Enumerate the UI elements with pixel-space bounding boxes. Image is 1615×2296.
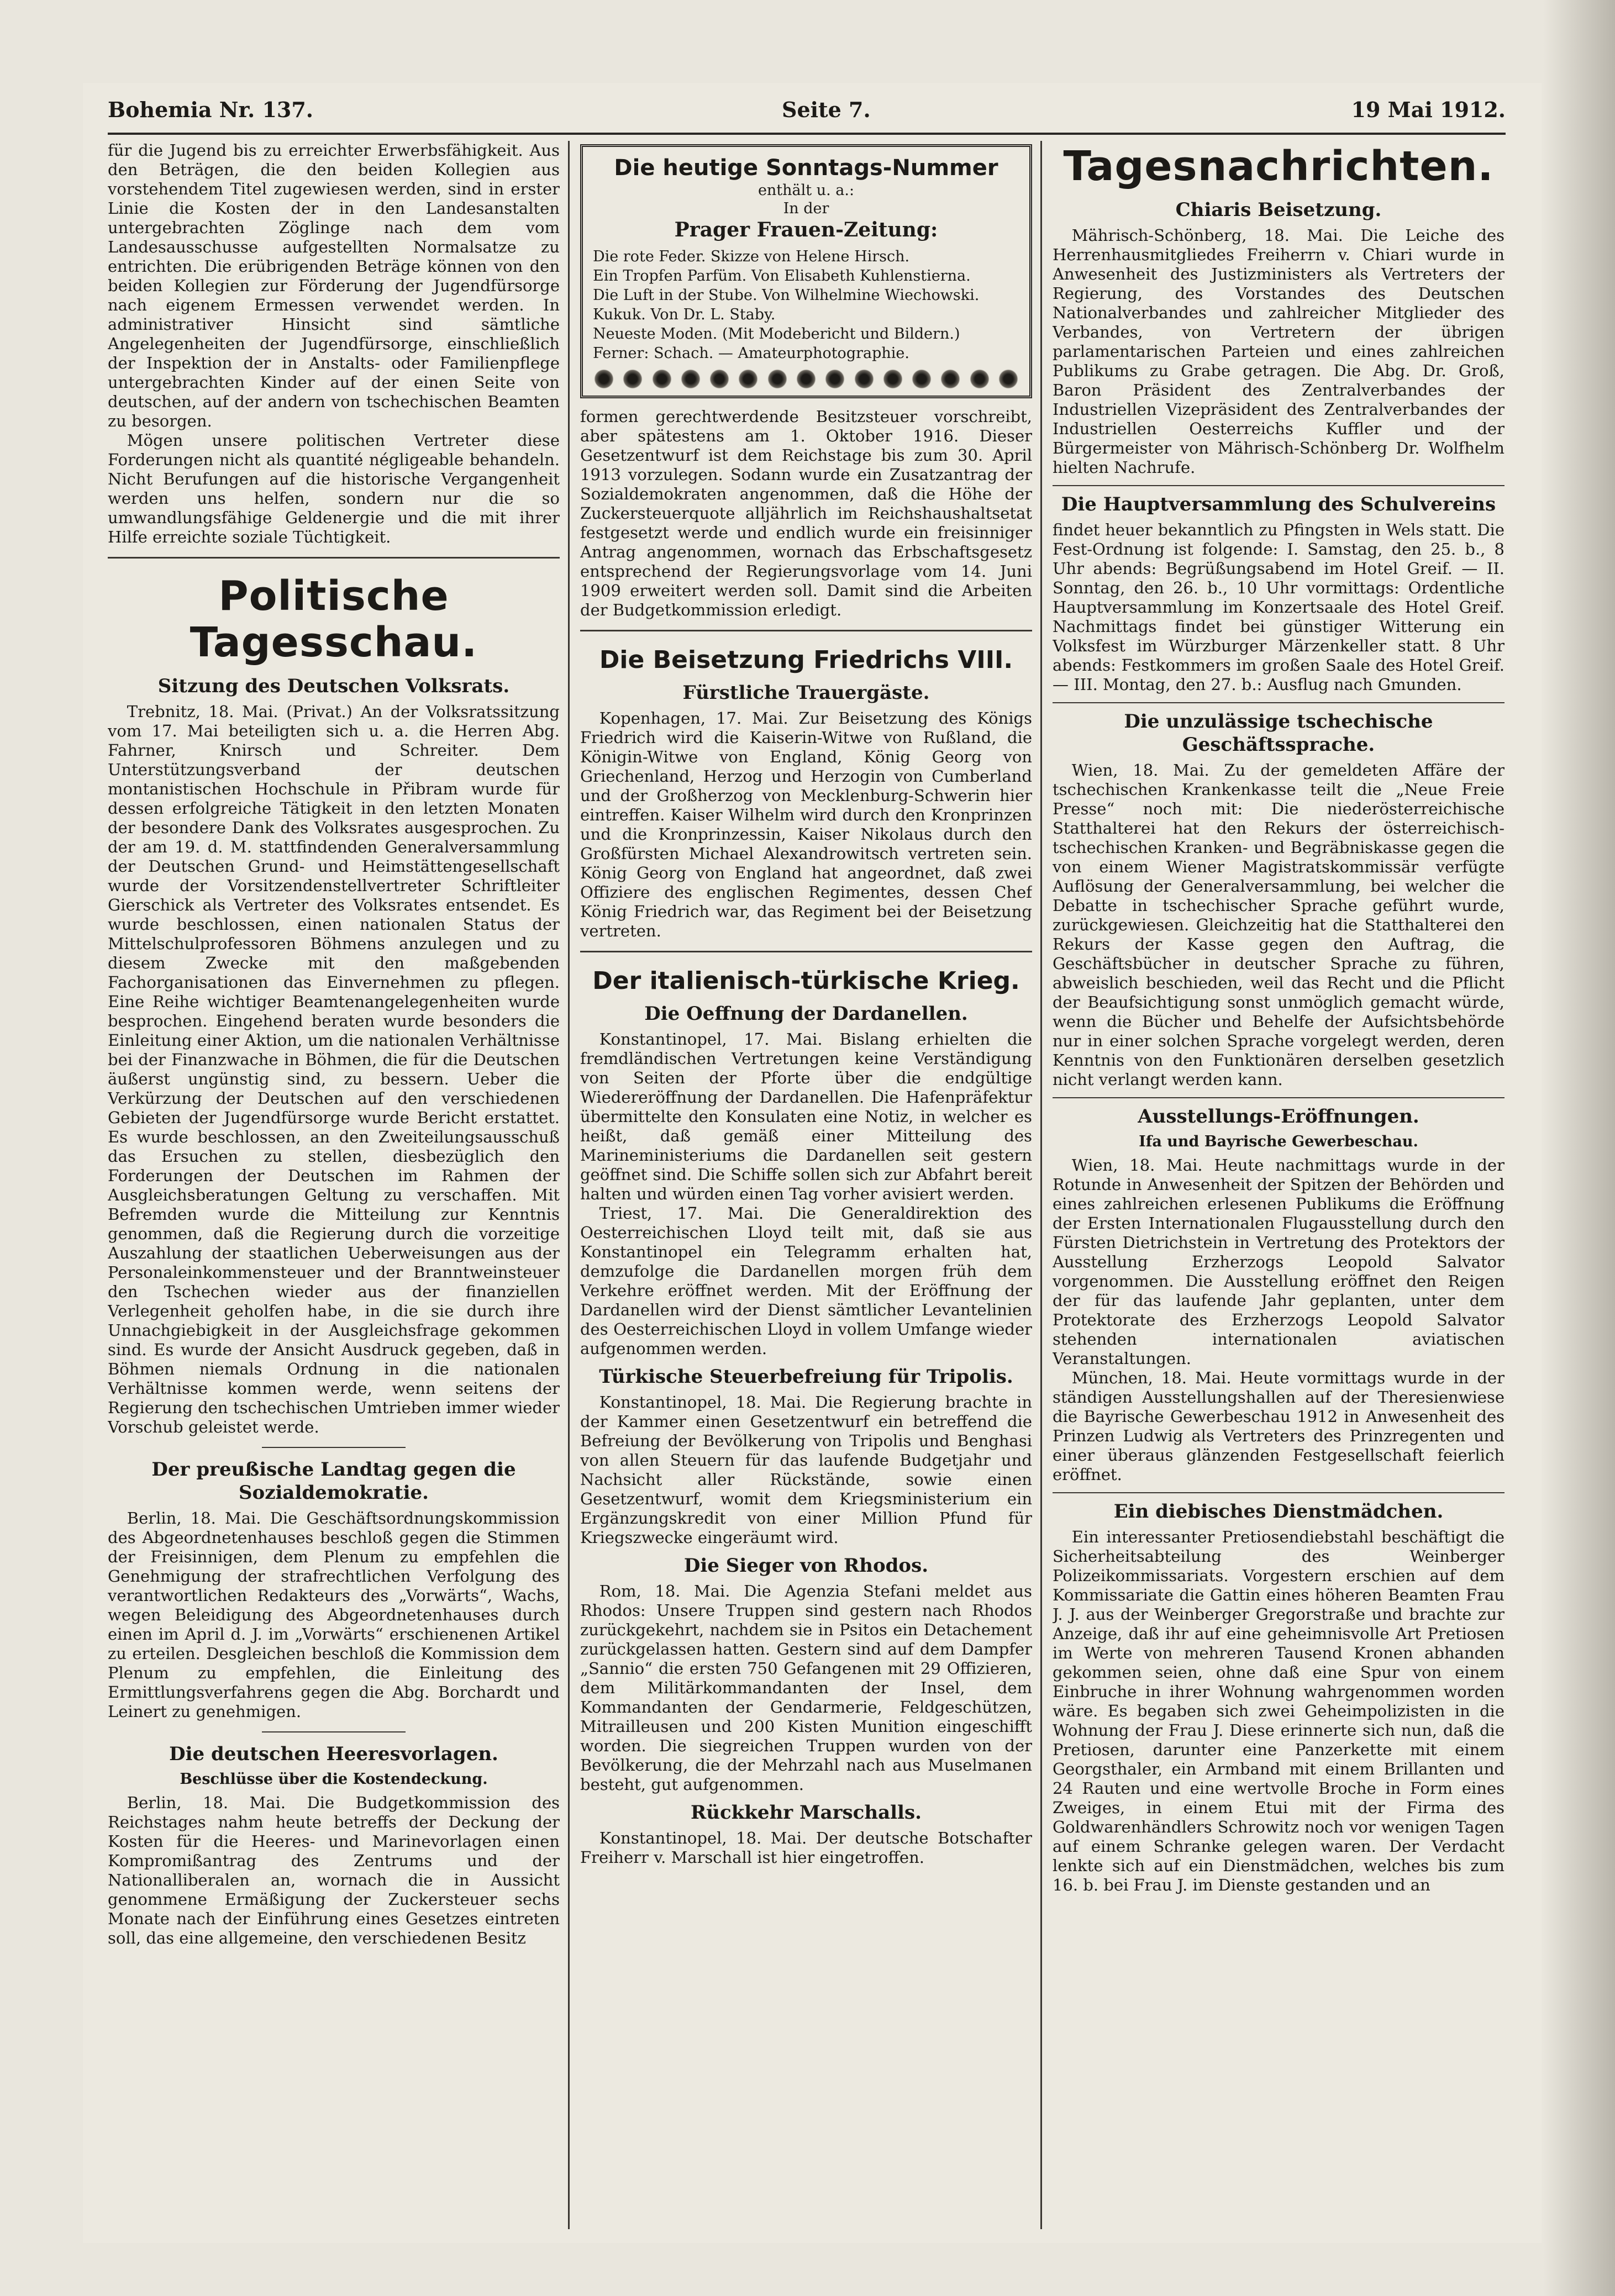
ad-item: Die Luft in der Stube. Von Wilhelmine Wiechowski. (593, 287, 980, 304)
article-subtitle-heeresvorlagen: Beschlüsse über die Kostendeckung. (180, 1771, 488, 1788)
article-title-krieg: Der italienisch-türkische Krieg. (592, 967, 1020, 995)
column-divider-1 (568, 141, 570, 2229)
article-title-geschaeftssprache: Die unzulässige tschechische Geschäftssprache. (1124, 710, 1433, 756)
article-title-volksrat: Sitzung des Deutschen Volksrats. (157, 675, 510, 697)
article-title-chiari: Chiaris Beisetzung. (1175, 199, 1382, 221)
article-body-dardanellen-2: Triest, 17. Mai. Die Generaldirektion des Oesterreichischen Lloyd teilt mit, daß sie aus Konstantinopel ein Telegramm erhalten hat, demzufolge die Dardanellen morgen früh dem Verkehre eröffnet werden. Mit der Eröffnung der Dardanellen wird der Dienst sämtlicher Levantelinien des Oesterreichischen Lloyd in vollem Umfange wieder aufgenommen werden. (580, 1204, 1032, 1358)
article-subtitle-tripolis: Türkische Steuerbefreiung für Tripolis. (599, 1366, 1013, 1388)
article-divider (262, 1447, 406, 1448)
article-body-landtag: Berlin, 18. Mai. Die Geschäftsordnungskommission des Abgeordnetenhauses beschloß gegen die Stimmen der Freisinnigen, dem Plenum zu empfehlen die Genehmigung der strafrechtlichen Verfolgung des verantwortlichen Redakteurs des „Vorwärts“, Wachs, wegen Beleidigung des Abgeordnetenhauses durch einen im April d. J. im „Vorwärts“ erschienenen Artikel zu erteilen. Desgleichen beschloß die Kommission dem Plenum zu empfehlen, die Einleitung des Ermittlungsverfahrens gegen die Abg. Borchardt und Leinert zu genehmigen. (108, 1509, 560, 1721)
intro-paragraph-2: Mögen unsere politischen Vertreter diese Forderungen nicht als quantité négligeable behandeln. Nicht Berufungen auf die historische Vergangenheit werden uns helfen, sondern nur die so umwandlungsfähige Geldenergie und die mit ihrer Hilfe erreichte soziale Tüchtigkeit. (108, 431, 560, 546)
article-subtitle-trauergaeste: Fürstliche Trauergäste. (682, 682, 930, 704)
masthead-issue: Bohemia Nr. 137. (108, 97, 314, 122)
section-rule (108, 557, 560, 559)
article-title-ausstellungen: Ausstellungs-Eröffnungen. (1138, 1105, 1419, 1128)
ad-line-contains: enthält u. a.: (757, 182, 855, 199)
intro-paragraph-1: für die Jugend bis zu erreichter Erwerbsfähigkeit. Aus den Beträgen, die den beiden Kollegien aus vorstehendem Titel zugewiesen werden, sind in erster Linie die Kosten der in den Landesanstalten untergebrachten Zöglinge nach dem vom Landesausschusse aufgestellten Normalsatze zu entrichten. Die erübrigenden Beträge können von den beiden Kollegien zur Förderung der Jugendfürsorge nach eigenem Ermessen verwendet werden. In administrativer Hinsicht sind sämtliche Angelegenheiten der Jugendfürsorge, einschließlich der Inspektion der in Anstalts- oder Familienpflege untergebrachten Kinder auf der einen Seite von deutschen, auf der andern von tschechischen Beamten zu besorgen. (108, 141, 560, 430)
article-body-tripolis: Konstantinopel, 18. Mai. Die Regierung brachte in der Kammer einen Gesetzentwurf ein betreffend die Befreiung der Bevölkerung von Tripolis und Benghasi von allen Steuern für das laufende Budgetjahr und Nachsicht aller Rückstände, sowie einen Gesetzentwurf, womit dem Kriegsministerium ein Ergänzungskredit von einer Million Pfund für Kriegszwecke eingeräumt wird. (580, 1393, 1032, 1547)
continued-paragraph: formen gerechtwerdende Besitzsteuer vorschreibt, aber spätestens am 1. Oktober 1916. Dieser Gesetzentwurf ist dem Reichstage bis zum 30. April 1913 vorzulegen. Sodann wurde ein Zusatzantrag der Sozialdemokraten angenommen, daß die Höhe der Zuckersteuerquote alljährlich im Reichshaushaltsetat festgesetzt werde und endlich wurde ein freisinniger Antrag angenommen, wornach das Erbschaftsgesetz entsprechend der Regierungsvorlage vom 14. Juni 1909 erweitert werden soll. Damit sind die Arbeiten der Budgetkommission erledigt. (580, 407, 1032, 619)
masthead (108, 97, 1506, 130)
ad-line-in: In der (783, 200, 829, 217)
ad-title: Die heutige Sonntags-Nummer (614, 155, 998, 181)
ad-item: Ein Tropfen Parfüm. Von Elisabeth Kuhlenstierna. (593, 267, 971, 285)
article-body-rhodos: Rom, 18. Mai. Die Agenzia Stefani meldet aus Rhodos: Unsere Truppen sind gestern nach Rhodos zurückgekehrt, nachdem sie in Psitos ein Detachement zurückgelassen hatten. Gestern sind auf dem Dampfer „Sannio“ die ersten 750 Gefangenen mit 29 Offizieren, dem Militärkommandanten der Insel, dem Kommandanten der Gendarmerie, Feldgeschützen, Mitrailleusen und 200 Kisten Munition eingeschifft worden. Die siegreichen Truppen wurden von der Bevölkerung, die der Mehrzahl nach aus Muselmanen besteht, gut aufgenommen. (580, 1582, 1032, 1794)
column-3 (1053, 141, 1504, 2229)
article-body-chiari: Mährisch-Schönberg, 18. Mai. Die Leiche des Herrenhausmitgliedes Freiherrn v. Chiari wurde in Anwesenheit des Justizministers als Vertreters der Regierung, des Vorstandes des Deutschen Nationalverbandes und zahlreicher Mitglieder des Verbandes, von Vertretern der übrigen parlamentarischen Parteien und eines zahlreichen Publikums zu Grabe getragen. Die Abg. Dr. Groß, Baron Präsident des Zentralverbandes der Industriellen Vizepräsident des Zentralverbandes der Industriellen Oesterreichs Kuffler und der Bürgermeister von Mährisch-Schönberg Dr. Wolfhelm hielten Nachrufe. (1053, 226, 1504, 477)
article-body-dienstmaedchen: Ein interessanter Pretiosendiebstahl beschäftigt die Sicherheitsabteilung des Weinberger Polizeikommissariats. Vorgestern erschien auf dem Kommissariate die Gattin eines höheren Beamten Frau J. J. aus der Weinberger Gregorstraße und brachte zur Anzeige, daß ihr auf eine geheimnisvolle Art Pretiosen im Werte von mehreren Tausend Kronen abhanden gekommen seien, ohne daß eine Spur von einem Einbruche in ihrer Wohnung wahrgenommen worden wäre. Es begaben sich zwei Geheimpolizisten in die Wohnung der Frau J. Diese erinnerte sich nun, daß die Pretiosen, darunter eine Panzerkette mit einem Georgsthaler, ein Armband mit einem Brillanten und 24 Rauten und eine wertvolle Broche in Form eines Zweiges, in einem Etui mit der Firma des Goldwarenhändlers Schrowitz noch vor wenigen Tagen auf einem Schranke gelegen waren. Der Verdacht lenkte sich auf ein Dienstmädchen, welches bis zum 16. b. bei Frau J. im Dienste gestanden und an (1053, 1528, 1504, 1894)
article-title-heeresvorlagen: Die deutschen Heeresvorlagen. (169, 1743, 498, 1765)
column-1 (108, 141, 560, 2229)
column-divider-2 (1040, 141, 1042, 2229)
article-subtitle-ifa: Ifa und Bayrische Gewerbeschau. (1139, 1133, 1418, 1150)
column-2 (580, 141, 1032, 2229)
masthead-page-number: Seite 7. (782, 97, 871, 122)
section-rule (1053, 485, 1504, 486)
ad-item: Kukuk. Von Dr. L. Staby. (593, 306, 776, 323)
section-rule (580, 951, 1032, 952)
masthead-rule (108, 133, 1506, 135)
article-body-ifa-1: Wien, 18. Mai. Heute nachmittags wurde in der Rotunde in Anwesenheit der Spitzen der Behörden und eines zahlreichen erlesenen Publikums die Eröffnung der Ersten Internationalen Flugausstellung durch den Fürsten Dietrichstein in Vertretung des Protektors der Ausstellung Erzherzogs Leopold Salvator vorgenommen. Die Ausstellung eröffnet den Reigen der für das laufende Jahr geplanten, unter dem Protektorate des Erzherzogs Leopold Salvator stehenden internationalen aviatischen Veranstaltungen. (1053, 1156, 1504, 1368)
ornament-border (593, 368, 1019, 390)
article-body-ifa-2: München, 18. Mai. Heute vormittags wurde in der ständigen Ausstellungshallen auf der Theresienwiese die Bayrische Gewerbeschau 1912 in Anwesenheit des Prinzen Ludwig als Vertreters des Prinzregenten und einer überaus glänzenden Festgesellschaft feierlich eröffnet. (1053, 1368, 1504, 1484)
article-body-geschaeftssprache: Wien, 18. Mai. Zu der gemeldeten Affäre der tschechischen Krankenkasse teilt die „Neue Freie Presse“ noch mit: Die niederösterreichische Statthalterei hat den Rekurs der österreichisch-tschechischen Kranken- und Begräbniskasse gegen die von einem Wiener Magistratskommissär verfügte Auflösung der Generalversammlung, bei welcher die Debatte in tschechischer Sprache geführt wurde, zurückgewiesen. Gleichzeitig hat die Statthalterei den Rekurs der Kasse gegen den Auftrag, die Geschäftsbücher in deutscher Sprache zu führen, abweislich beschieden, weil das Recht und die Pflicht der Beaufsichtigung sonst unmöglich gemacht würde, wenn die Bücher und Behelfe der Aufsichtsbehörde nur in einer solchen Sprache vorgelegt werden, deren Kenntnis von den Funktionären derselben gesetzlich nicht verlangt werden kann. (1053, 761, 1504, 1089)
ad-paper-name: Prager Frauen-Zeitung: (674, 218, 938, 241)
section-title-politics: Politische Tagesschau. (190, 572, 478, 666)
masthead-date: 19 Mai 1912. (1351, 97, 1506, 122)
section-rule (1053, 702, 1504, 703)
article-title-friedrich: Die Beisetzung Friedrichs VIII. (599, 646, 1013, 674)
section-title-news: Tagesnachrichten. (1063, 143, 1494, 190)
article-body-heeresvorlagen: Berlin, 18. Mai. Die Budgetkommission des Reichstages nahm heute betreffs der Deckung der Kosten für die Heeres- und Marinevorlagen einen Kompromißantrag des Zentrums und der Nationalliberalen an, wornach die in Aussicht genommene Ermäßigung der Zuckersteuer sechs Monate nach der Einführung eines Gesetzes eintreten soll, das eine allgemeine, den verschiedenen Besitz (108, 1793, 560, 1947)
article-subtitle-marschall: Rückkehr Marschalls. (691, 1802, 922, 1824)
article-body-marschall: Konstantinopel, 18. Mai. Der deutsche Botschafter Freiherr v. Marschall ist hier eingetroffen. (580, 1829, 1032, 1867)
ad-contents-list (593, 247, 1019, 362)
article-body-volksrat: Trebnitz, 18. Mai. (Privat.) An der Volksratssitzung vom 17. Mai beteiligten sich u. a. die Herren Abg. Fahrner, Knirsch und Schreiter. Dem Unterstützungsverband der deutschen montanistischen Hochschule in Přibram wurde für dessen erfolgreiche Tätigkeit in den letzten Monaten der besondere Dank des Volksrates ausgesprochen. Zu der am 19. d. M. stattfindenden Generalversammlung der Deutschen Grund- und Heimstättengesellschaft wurde der Vorsitzendenstellvertreter Schriftleiter Gierschick als Vertreter des Volksrates entsendet. Es wurde beschlossen, einen nationalen Status der Mittelschulprofessoren Böhmens anzulegen und zu diesem Zwecke mit den maßgebenden Fachorganisationen das Einvernehmen zu pflegen. Eine Reihe wichtiger Beamtenangelegenheiten wurde besprochen. Eingehend beraten wurde besonders die Einleitung einer Aktion, um die nationalen Verhältnisse bei der Finanzwache in Böhmen, die für die Deutschen äußerst ungünstig sind, zu bessern. Ueber die Verkürzung der Deutschen auf den verschiedenen Gebieten der Jugendfürsorge wurde Bericht erstattet. Es wurde beschlossen, an den Zweiteilungsausschuß das Ersuchen zu stellen, diesbezüglich den Forderungen der Deutschen im Rahmen der Ausgleichsberatungen Geltung zu verschaffen. Mit Befremden wurde die Mitteilung zur Kenntnis genommen, daß die Regierung durch die vorzeitige Auszahlung der staatlichen Ueberweisungen aus der Personaleinkommensteuer und der Branntweinsteuer den Tschechen wieder aus der finanziellen Verlegenheit geholfen habe, in die sie durch ihre Unnachgiebigkeit in der Ausgleichsfrage gekommen sind. Es wurde der Ansicht Ausdruck gegeben, daß in Böhmen niemals Ordnung in die nationalen Verhältnisse kommen werde, wenn seitens der Regierung den tschechischen Umtrieben immer wieder Vorschub geleistet werde. (108, 702, 560, 1436)
ad-item: Neueste Moden. (Mit Modebericht und Bildern.) (593, 325, 960, 343)
article-divider (262, 1731, 406, 1732)
section-rule (1053, 1492, 1504, 1493)
article-body-dardanellen-1: Konstantinopel, 17. Mai. Bislang erhielten die fremdländischen Vertretungen keine Verständigung von Seiten der Pforte über die endgültige Wiedereröffnung der Dardanellen. Die Hafenpräfektur übermittelte den Konsulaten eine Notiz, in welcher es heißt, daß gemäß einer Mitteilung des Marineministeriums die Dardanellen seit gestern geöffnet sind. Die Schiffe sollen sich zur Abfahrt bereit halten und würden einen Tag vorher avisiert werden. (580, 1030, 1032, 1203)
section-rule (1053, 1097, 1504, 1098)
article-body-friedrich: Kopenhagen, 17. Mai. Zur Beisetzung des Königs Friedrich wird die Kaiserin-Witwe von Rußland, die Königin-Witwe von England, König Georg von Griechenland, Herzog und Herzogin von Cumberland und der Großherzog von Mecklenburg-Schwerin hier eintreffen. Kaiser Wilhelm wird durch den Kronprinzen und die Kronprinzessin, Kaiser Nikolaus durch den Großfürsten Michael Alexandrowitsch vertreten sein. König Georg von England hat angeordnet, daß zwei Offiziere des englischen Regimentes, dessen Chef König Friedrich war, das Regiment bei der Beisetzung vertreten. (580, 709, 1032, 940)
article-title-landtag: Der preußische Landtag gegen die Sozialdemokratie. (151, 1458, 516, 1504)
ad-item: Ferner: Schach. — Amateurphotographie. (593, 345, 909, 362)
article-title-schulverein: Die Hauptversammlung des Schulvereins (1061, 493, 1496, 515)
section-rule (580, 630, 1032, 631)
article-body-schulverein: findet heuer bekanntlich zu Pfingsten in Wels statt. Die Fest-Ordnung ist folgende: I. Samstag, den 25. b., 8 Uhr abends: Begrüßungsabend im Hotel Greif. — II. Sonntag, den 26. b., 10 Uhr vormittags: Ordentliche Hauptversammlung im Konzertsaale des Hotel Greif. Nachmittags findet bei günstiger Witterung ein Volksfest im Würzburger Märzenkeller statt. 8 Uhr abends: Festkommers im großen Saale des Hotel Greif. — III. Montag, den 27. b.: Ausflug nach Gmunden. (1053, 520, 1504, 694)
article-subtitle-dardanellen: Die Oeffnung der Dardanellen. (644, 1003, 968, 1025)
sunday-edition-ad (580, 144, 1032, 398)
article-subtitle-rhodos: Die Sieger von Rhodos. (683, 1555, 929, 1577)
ad-item: Die rote Feder. Skizze von Helene Hirsch. (593, 248, 910, 265)
page-edge-shadow (1543, 0, 1615, 2296)
article-title-dienstmaedchen: Ein diebisches Dienstmädchen. (1113, 1500, 1444, 1523)
